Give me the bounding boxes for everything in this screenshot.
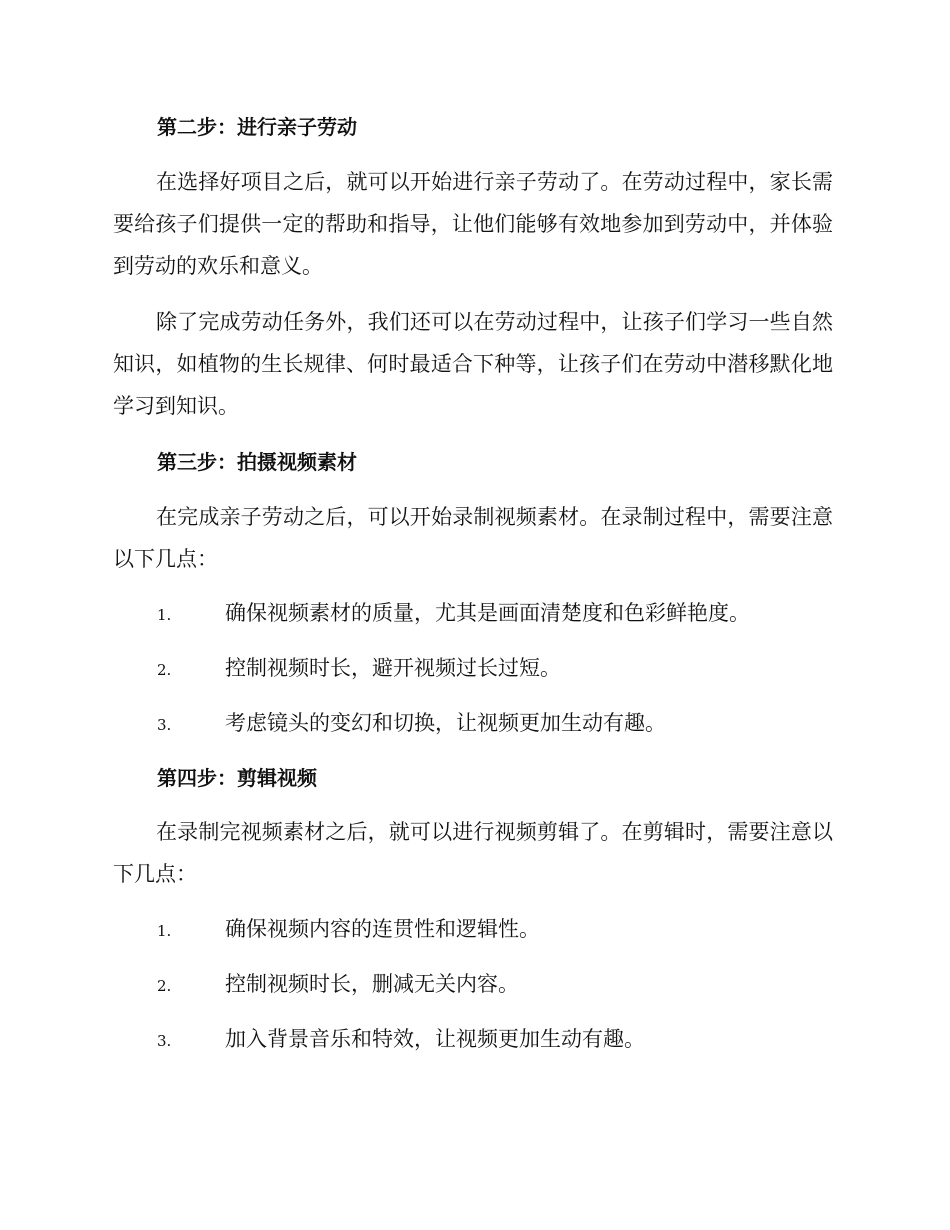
list-text: 确保视频内容的连贯性和逻辑性。: [225, 917, 540, 941]
section-heading-step2: 第二步：进行亲子劳动: [157, 115, 357, 139]
list-item-step4-1: [157, 915, 540, 945]
list-text: 加入背景音乐和特效，让视频更加生动有趣。: [225, 1027, 645, 1051]
list-item-step3-2: [157, 654, 561, 684]
list-number: 3.: [157, 716, 172, 734]
list-text: 控制视频时长，避开视频过长过短。: [225, 656, 561, 680]
section-heading-step4: 第四步：剪辑视频: [157, 766, 317, 790]
paragraph-step3-intro: 在完成亲子劳动之后，可以开始录制视频素材。在录制过程中，需要注意以下几点：: [113, 505, 833, 571]
paragraph-step4-intro: 在录制完视频素材之后，就可以进行视频剪辑了。在剪辑时，需要注意以下几点：: [113, 820, 833, 886]
list-text: 确保视频素材的质量，尤其是画面清楚度和色彩鲜艳度。: [225, 601, 750, 625]
list-number: 2.: [157, 977, 172, 995]
paragraph-step2-2: 除了完成劳动任务外，我们还可以在劳动过程中，让孩子们学习一些自然知识，如植物的生长规律、何时最适合下种等，让孩子们在劳动中潜移默化地学习到知识。: [113, 310, 833, 418]
list-item-step4-3: [157, 1025, 645, 1055]
list-number: 1.: [157, 606, 172, 624]
list-number: 3.: [157, 1032, 172, 1050]
paragraph-step2-1: 在选择好项目之后，就可以开始进行亲子劳动了。在劳动过程中，家长需要给孩子们提供一定的帮助和指导，让他们能够有效地参加到劳动中，并体验到劳动的欢乐和意义。: [113, 170, 833, 278]
list-text: 考虑镜头的变幻和切换，让视频更加生动有趣。: [225, 711, 666, 735]
section-heading-step3: 第三步：拍摄视频素材: [157, 450, 357, 474]
list-item-step4-2: [157, 970, 519, 1000]
list-number: 2.: [157, 661, 172, 679]
list-item-step3-1: [157, 599, 750, 629]
list-number: 1.: [157, 922, 172, 940]
list-text: 控制视频时长，删减无关内容。: [225, 972, 519, 996]
list-item-step3-3: [157, 709, 666, 739]
